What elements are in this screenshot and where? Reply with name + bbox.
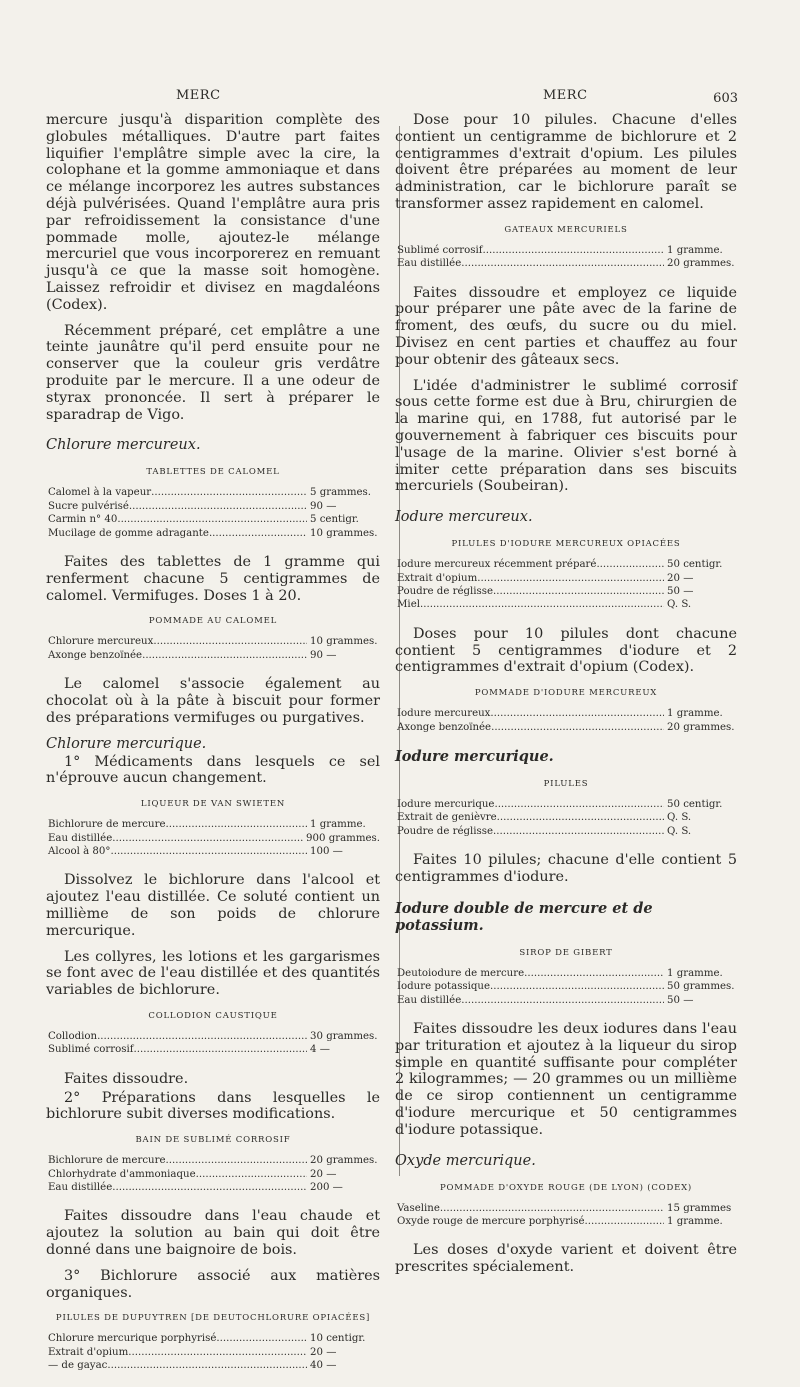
quantity: Q. S. [667,825,692,837]
recipe-table [46,1030,380,1057]
quantity: 10 grammes. [310,636,378,648]
quantity: 10 grammes. [310,527,378,539]
recipe-row [46,1154,380,1167]
recipe-title: TABLETTES DE CALOMEL [146,467,280,478]
recipe-row [395,572,737,585]
quantity: 1 gramme. [310,819,366,831]
ingredient: Chlorure mercurique porphyrisé [48,1333,217,1345]
recipe-title: BAIN DE SUBLIMÉ CORROSIF [135,1135,291,1146]
paragraph: Faites 10 pilules; chacune d'elle contient 5 centigrammes d'iodure. [395,852,737,885]
quantity: Q. S. [667,812,692,824]
recipe-table [395,1202,737,1229]
ingredient: Calomel à la vapeur [48,487,152,499]
quantity: 20 — [310,1346,337,1358]
quantity: 50 — [667,585,694,597]
recipe-row [46,1030,380,1043]
recipe-title: POMMADE D'OXYDE ROUGE (DE LYON) (CODEX) [439,1182,693,1193]
ingredient: Iodure mercurique [397,798,495,810]
recipe-row [46,1332,380,1345]
quantity: 20 grammes. [667,258,735,270]
quantity: 20 grammes. [310,1155,378,1167]
paragraph: 1° Médicaments dans lesquels ce sel n'éprouve aucun changement. [46,753,380,787]
ingredient: Collodion [48,1030,98,1042]
ingredient: Bichlorure de mercure [48,1155,166,1167]
paragraph: Faites des tablettes de 1 gramme qui renferment chacune 5 centigrammes de calomel. Vermifuges. Doses 1 à 20. [46,553,380,604]
paragraph: L'idée d'administrer le sublimé corrosif sous cette forme est due à Bru, chirurgien de la marine qui, en 1788, fut autorisé par le gouvernement à fabriquer ces biscuits pour l'usage de la marine. Olivier s'est borné à imiter cette préparation dans ses biscuits mercuriels (Soubeiran). [395,377,737,495]
ingredient: Poudre de réglisse [397,585,494,597]
paragraph: Faites dissoudre. [64,1070,189,1087]
recipe-title: PILULES [543,778,589,789]
paragraph: Doses pour 10 pilules dont chacune contient 5 centigrammes d'iodure et 2 centigrammes d'extrait d'opium (Codex). [395,625,737,676]
recipe-table [395,558,737,612]
quantity: 1 gramme. [667,244,723,256]
ingredient: Iodure mercureux [397,708,491,720]
recipe-title: SIROP DE GIBERT [519,947,613,958]
paragraph: 3° Bichlorure associé aux matières organiques. [46,1267,380,1301]
recipe-row [46,1346,380,1359]
recipe-row [46,635,380,648]
recipe-row [395,707,737,720]
quantity: 20 — [667,572,694,584]
recipe-title: POMMADE D'IODURE MERCUREUX [474,688,658,699]
recipe-title: PILULES DE DUPUYTREN [DE DEUTOCHLORURE OPIACÉES] [55,1313,371,1324]
recipe-table [395,967,737,1007]
recipe-row [395,994,737,1007]
recipe-table [395,707,737,734]
ingredient: Mucilage de gomme adragante [48,527,209,539]
quantity: Q. S. [667,599,692,611]
recipe-title: GATEAUX MERCURIELS [504,224,628,235]
section-heading: Iodure double de mercure et de potassium. [395,899,653,934]
quantity: 50 centigr. [667,798,723,810]
recipe-row [395,1215,737,1228]
section-heading: Iodure mercureux. [395,509,533,526]
paragraph: mercure jusqu'à disparition complète des globules métalliques. D'autre part faites liquifier l'emplâtre simple avec la cire, la colophane et la gomme ammoniaque et dans ce mélange incorporez les autres substances déjà pulvérisées. Quand l'emplâtre aura pris par refroidissement la consistance d'une pommade molle, ajoutez-le mélange mercuriel que vous incorporerez en remuant jusqu'à ce que la masse soit homogène. Laissez refroidir et divisez en magdaléons (Codex). [46,112,380,313]
right-column [395,112,737,1285]
paragraph: Le calomel s'associe également au chocolat où à la pâte à biscuit pour former des préparations vermifuges ou purgatives. [46,676,380,726]
quantity: 20 — [310,1168,337,1180]
recipe-row [46,832,380,845]
ingredient: Iodure potassique [397,981,491,993]
ingredient: Bichlorure de mercure [48,819,166,831]
quantity: 40 — [310,1360,337,1372]
recipe-table [395,798,737,838]
ingredient: Axonge benzoïnée [48,649,143,661]
recipe-row [46,486,380,499]
section-heading: Chlorure mercurique. [46,735,207,752]
quantity: 50 centigr. [667,559,723,571]
recipe-title: LIQUEUR DE VAN SWIETEN [140,799,286,810]
recipe-row [46,1359,380,1372]
quantity: 90 — [310,500,337,512]
recipe-row [46,1043,380,1056]
ingredient: Eau distillée [48,1181,113,1193]
ingredient: Sucre pulvérisé [48,500,129,512]
ingredient: Poudre de réglisse [397,825,494,837]
ingredient: Sublimé corrosif [48,1044,134,1056]
quantity: 5 grammes. [310,487,372,499]
recipe-row [395,598,737,611]
recipe-title: POMMADE AU CALOMEL [148,616,278,627]
quantity: 100 — [310,845,343,857]
ingredient: Carmin n° 40 [48,514,118,526]
recipe-row [395,811,737,824]
recipe-row [46,845,380,858]
quantity: 200 — [310,1181,343,1193]
recipe-table [46,486,380,540]
recipe-row [46,500,380,513]
quantity: 1 gramme. [667,1216,723,1227]
recipe-row [395,825,737,838]
section-heading: Chlorure mercureux. [46,437,201,454]
quantity: 1 gramme. [667,967,723,979]
recipe-row [395,585,737,598]
ingredient: Extrait d'opium [48,1346,129,1358]
recipe-row [395,721,737,734]
ingredient: Extrait de genièvre [397,812,497,824]
recipe-row [46,527,380,540]
recipe-row [395,257,737,270]
paragraph: Dissolvez le bichlorure dans l'alcool et ajoutez l'eau distillée. Ce soluté contient un millième de son poids de chlorure mercurique. [46,872,380,939]
recipe-row [46,513,380,526]
paragraph: Faites dissoudre et employez ce liquide pour préparer une pâte avec de la farine de froment, des œufs, du sucre ou du miel. Divisez en cent parties et chauffez au four pour obtenir des gâteaux secs. [395,284,737,368]
paragraph: Les collyres, les lotions et les gargarismes se font avec de l'eau distillée et des quantités variables de bichlorure. [46,948,380,999]
quantity: 90 — [310,649,337,661]
recipe-row [395,798,737,811]
quantity: 15 grammes [667,1202,732,1214]
ingredient: Deutoiodure de mercure [397,967,525,979]
ingredient: Miel [397,599,420,611]
recipe-table [395,244,737,271]
recipe-title: COLLODION CAUSTIQUE [148,1010,278,1021]
recipe-row [395,244,737,257]
recipe-table [46,818,380,858]
quantity: 1 gramme. [667,708,723,720]
paragraph: Faites dissoudre les deux iodures dans l'eau par trituration et ajoutez à la liqueur du sirop simple en quantité suffisante pour compléter 2 kilogrammes; — 20 grammes ou un millième de ce sirop contiennent un centigramme d'iodure mercurique et 50 centigrammes d'iodure potassique. [395,1021,737,1138]
ingredient: Sublimé corrosif [397,244,483,256]
ingredient: Chlorhydrate d'ammoniaque [48,1168,196,1180]
ingredient: Vaseline [397,1202,440,1214]
quantity: 50 grammes. [667,981,735,993]
section-heading: Oxyde mercurique. [395,1152,536,1169]
recipe-table [46,635,380,662]
ingredient: — de gayac [48,1360,108,1372]
running-header-left: MERC [176,88,221,103]
recipe-row [395,558,737,571]
quantity: 20 grammes. [667,721,735,733]
recipe-row [46,818,380,831]
paragraph: Les doses d'oxyde varient et doivent être prescrites spécialement. [395,1242,737,1276]
ingredient: Eau distillée [397,994,462,1006]
recipe-row [395,980,737,993]
ingredient: Eau distillée [48,832,113,844]
quantity: 30 grammes. [310,1030,378,1042]
quantity: 50 — [667,994,694,1006]
recipe-table [46,1332,380,1372]
recipe-row [46,1181,380,1194]
ingredient: Iodure mercureux récemment préparé [397,559,597,571]
quantity: 4 — [310,1044,330,1056]
recipe-title: PILULES D'IODURE MERCUREUX OPIACÉES [451,539,681,550]
recipe-table [46,1154,380,1194]
ingredient: Alcool à 80° [48,845,111,857]
running-header-right: MERC [543,88,588,103]
section-heading: Iodure mercurique. [395,747,554,765]
ingredient: Eau distillée [397,258,462,270]
ingredient: Extrait d'opium [397,572,478,584]
paragraph: 2° Préparations dans lesquelles le bichlorure subit diverses modifications. [46,1089,380,1123]
recipe-row [395,1202,737,1215]
paragraph: Faites dissoudre dans l'eau chaude et ajoutez la solution au bain qui doit être donné dans une baignoire de bois. [46,1208,380,1258]
quantity: 900 grammes. [306,832,380,844]
paragraph: Dose pour 10 pilules. Chacune d'elles contient un centigramme de bichlorure et 2 centigrammes d'extrait d'opium. Les pilules doivent être préparées au moment de leur administration, car le bichlorure paraît se transformer assez rapidement en calomel. [395,112,737,212]
left-column [46,112,380,1387]
ingredient: Oxyde rouge de mercure porphyrisé [397,1216,585,1227]
recipe-row [395,967,737,980]
paragraph: Récemment préparé, cet emplâtre a une teinte jaunâtre qu'il perd ensuite pour ne conserver que la couleur gris verdâtre produite par le mercure. Il a une odeur de styrax prononcée. Il sert à préparer le sparadrap de Vigo. [46,322,380,423]
recipe-row [46,649,380,662]
recipe-row [46,1168,380,1181]
ingredient: Axonge benzoïnée [397,721,492,733]
quantity: 5 centigr. [310,514,359,526]
page-number: 603 [713,91,738,106]
quantity: 10 centigr. [310,1333,366,1345]
ingredient: Chlorure mercureux [48,636,154,648]
